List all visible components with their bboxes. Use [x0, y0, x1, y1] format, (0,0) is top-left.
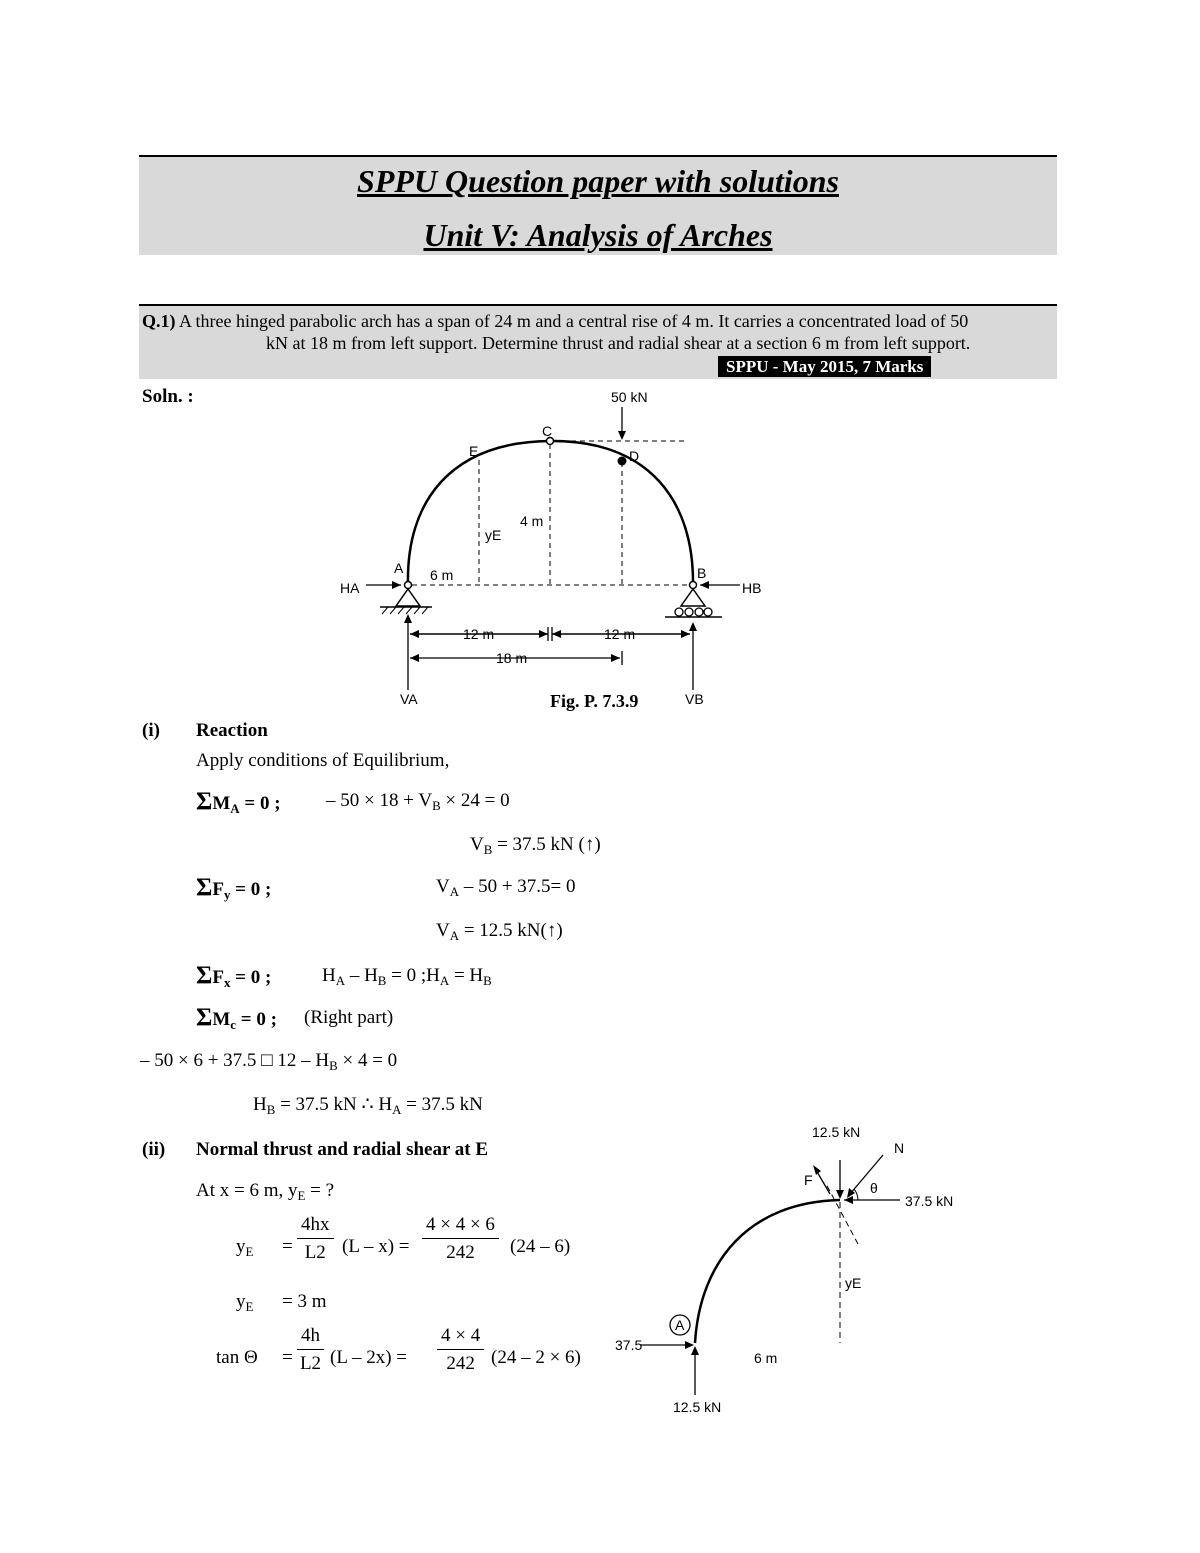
arch-figure: [0, 0, 1200, 720]
f1-mid: (L – x) =: [342, 1236, 410, 1257]
f2-den: 242: [446, 1242, 475, 1263]
theta-label: θ: [870, 1180, 878, 1196]
hinge-b: [690, 582, 697, 589]
eq1-label: $\Sigma M_A = 0$ ;: [196, 788, 281, 816]
label-c: C: [542, 423, 553, 439]
top-load-label: 12.5 kN: [812, 1124, 861, 1140]
a-label: A: [675, 1317, 685, 1333]
tan-label: tan Θ: [216, 1347, 258, 1368]
ye-label-2: yE: [845, 1275, 862, 1291]
ye-eq-label: $y_E$: [236, 1236, 254, 1259]
question-number: Q.1): [142, 311, 176, 331]
hb-label: HB: [742, 580, 762, 596]
question-line-2: kN at 18 m from left support. Determine thrust and radial shear at a section 6 m from left support.: [266, 333, 971, 353]
eq2-expr: $V_A - 50 + 37.5= 0$: [436, 876, 576, 899]
label-b: B: [697, 565, 707, 581]
right-force-label: 37.5 kN: [905, 1193, 954, 1209]
eq4-label: $\Sigma M_c = 0$ ;: [196, 1004, 277, 1032]
title-line-1: SPPU Question paper with solutions: [357, 163, 839, 199]
source-tag: SPPU - May 2015, 7 Marks: [718, 356, 931, 377]
f-label: F: [804, 1172, 813, 1188]
eq2-result: $V_A = 12.5$ kN(↑): [436, 920, 563, 943]
tan-eq-sign: =: [282, 1347, 293, 1368]
f4-tail: (24 – 2 × 6): [491, 1347, 581, 1368]
eq1-expr: – $50 \times 18 + V_B \times 24 = 0$: [326, 790, 510, 813]
f1-num: 4hx: [297, 1214, 334, 1239]
eq3-label: $\Sigma F_x = 0$ ;: [196, 962, 272, 990]
vb-label: VB: [685, 691, 704, 707]
left-arch-segment: [695, 1200, 840, 1343]
eq4-expr: (Right part): [304, 1007, 394, 1028]
hinge-a: [405, 582, 412, 589]
dist-label: 6 m: [754, 1350, 778, 1366]
left-force-label: 37.5: [615, 1337, 643, 1353]
section-i-number: (i): [142, 720, 160, 741]
figure-caption: Fig. P. 7.3.9: [550, 691, 639, 711]
title-line-2: Unit V: Analysis of Arches: [423, 217, 773, 253]
eq1-result: $V_B = 37.5$ kN (↑): [470, 834, 601, 857]
free-body-figure: [600, 1110, 980, 1430]
f1-den: L2: [304, 1242, 326, 1263]
label-a: A: [394, 560, 404, 576]
fraction-4hx: [297, 1214, 334, 1264]
dist-6-label: 6 m: [430, 567, 454, 583]
eq2-label: $\Sigma F_y = 0$ ;: [196, 874, 272, 902]
eq5: – 50 × 6 + 37.5 □ $12 - H_B \times 4 = 0$: [140, 1050, 398, 1073]
bottom-load-label: 12.5 kN: [673, 1399, 722, 1415]
solution-label: Soln. :: [142, 386, 194, 407]
f3-den: L2: [299, 1353, 322, 1374]
ye-label: yE: [485, 527, 502, 543]
va-label: VA: [400, 691, 418, 707]
section-ii-line1: At x = 6 m, $y_E$ = ?: [196, 1180, 335, 1203]
label-d: D: [629, 448, 640, 464]
f3-mid: (L – 2x) =: [330, 1347, 408, 1368]
f2-num: 4 × 4 × 6: [422, 1214, 499, 1239]
rise-label: 4 m: [520, 513, 544, 529]
ye-eq-sign: =: [282, 1236, 293, 1257]
point-d: [618, 457, 627, 466]
span-left-label: 12 m: [463, 626, 495, 642]
n-label: N: [894, 1140, 905, 1156]
f4-num: 4 × 4: [437, 1325, 484, 1350]
f2-tail: (24 – 6): [510, 1236, 571, 1257]
ye-result-label: $y_E$: [236, 1291, 254, 1314]
support-b: [681, 589, 705, 606]
section-ii-number: (ii): [142, 1139, 166, 1160]
ye-result: = 3 m: [282, 1291, 327, 1312]
dist-18-label: 18 m: [496, 650, 528, 666]
fraction-4h: [297, 1325, 324, 1375]
f3-num: 4h: [297, 1325, 324, 1350]
fraction-ye-values: [422, 1214, 499, 1264]
fraction-tan-values: [437, 1325, 484, 1375]
load-label: 50 kN: [611, 389, 648, 405]
section-i-intro: Apply conditions of Equilibrium,: [196, 750, 450, 771]
label-e: E: [469, 443, 479, 459]
question-text-1: A three hinged parabolic arch has a span of 24 m and a central rise of 4 m. It carries a concentrated load of 50: [179, 311, 969, 331]
eq3-expr: $H_A - H_B = 0$ $;H_A = H_B$: [322, 965, 492, 988]
eq6: $H_B = 37.5$ kN ∴ $H_A = 37.5$ kN: [253, 1094, 483, 1117]
span-right-label: 12 m: [604, 626, 636, 642]
section-i-heading: Reaction: [196, 720, 268, 741]
ha-label: HA: [340, 580, 360, 596]
f4-den: 242: [446, 1353, 475, 1374]
section-ii-heading: Normal thrust and radial shear at E: [196, 1139, 489, 1160]
support-a: [396, 589, 420, 606]
